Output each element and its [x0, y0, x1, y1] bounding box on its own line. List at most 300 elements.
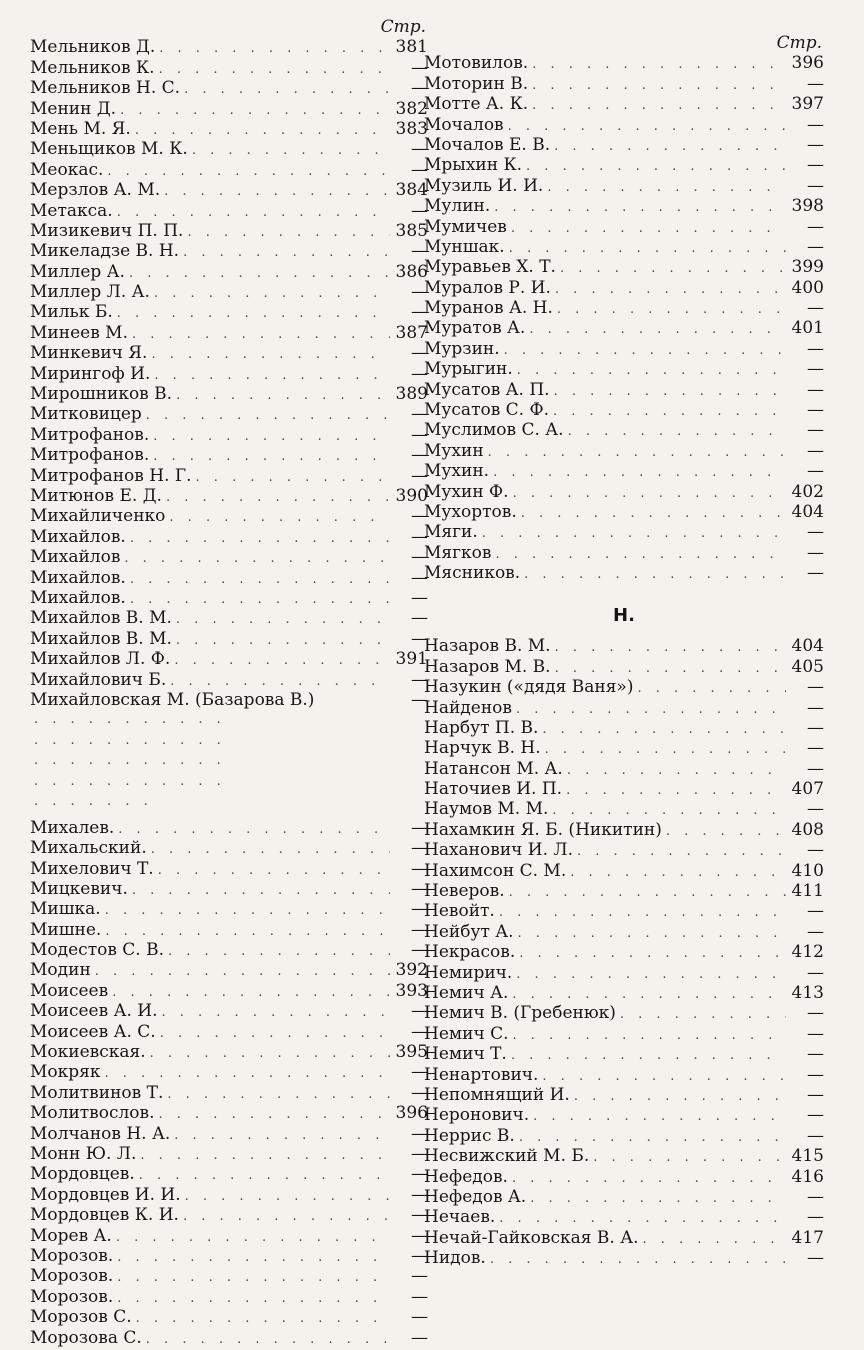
entry-page-number: 389: [395, 384, 428, 405]
entry-page-number: —: [411, 302, 428, 323]
entry-name: Митрофанов Н. Г.: [30, 465, 192, 486]
index-entry: [424, 217, 824, 237]
entry-page-number: —: [807, 114, 824, 135]
index-entry: [424, 636, 824, 656]
entry-page-number: —: [807, 155, 824, 176]
dot-leader: [95, 962, 390, 982]
entry-page-number: 416: [791, 1166, 824, 1187]
dot-leader: [116, 1228, 390, 1248]
index-entry: [30, 670, 428, 690]
dot-leader: [129, 264, 390, 284]
entry-name: Метакса.: [30, 200, 113, 221]
entry-name: Менин Д.: [30, 98, 117, 119]
entry-page-number: 404: [791, 636, 824, 657]
index-entry: [30, 262, 428, 282]
index-entry: [30, 221, 428, 241]
index-entry: [424, 1146, 824, 1166]
entry-name: Морозова С.: [30, 1327, 142, 1348]
entry-page-number: —: [807, 1064, 824, 1085]
index-entry: [424, 840, 824, 860]
dot-leader: [196, 468, 390, 488]
dot-leader: [118, 820, 390, 840]
dot-leader: [166, 488, 390, 508]
dot-leader: [526, 157, 786, 177]
dot-leader: [124, 549, 390, 569]
dot-leader: [504, 341, 786, 361]
dot-leader: [130, 570, 390, 590]
index-entry: [30, 58, 428, 78]
entry-page-number: —: [411, 689, 428, 710]
entry-page-number: 417: [791, 1227, 824, 1248]
index-entry: [424, 861, 824, 881]
index-entry: [30, 1164, 428, 1184]
entry-page-number: 384: [395, 180, 428, 201]
entry-name: Монн Ю. Л.: [30, 1143, 137, 1164]
dot-leader: [555, 659, 786, 679]
dot-leader: [120, 101, 390, 121]
index-entry: [424, 339, 824, 359]
index-entry: [424, 922, 824, 942]
index-entry: [424, 257, 824, 277]
index-entry: [30, 302, 428, 322]
entry-page-number: —: [411, 547, 428, 568]
entry-name: Нидов.: [424, 1248, 486, 1269]
entry-name: Мотовилов.: [424, 53, 529, 74]
entry-page-number: 411: [791, 881, 824, 902]
entry-page-number: —: [411, 628, 428, 649]
index-entry: [30, 1328, 428, 1348]
entry-name: Мухин.: [424, 461, 490, 482]
entry-page-number: —: [807, 1003, 824, 1024]
dot-leader: [162, 1003, 391, 1023]
entry-page-number: —: [807, 298, 824, 319]
right-entry-list-n: [424, 636, 824, 1268]
entry-page-number: —: [807, 420, 824, 441]
entry-page-number: —: [807, 236, 824, 257]
index-entry: [424, 881, 824, 901]
entry-name: Михайлов Л. Ф.: [30, 649, 171, 670]
dot-leader: [183, 1207, 390, 1227]
entry-page-number: —: [411, 506, 428, 527]
index-entry: [30, 838, 428, 858]
dot-leader: [112, 983, 390, 1003]
entry-page-number: 404: [791, 501, 824, 522]
index-entry: [424, 237, 824, 257]
entry-page-number: —: [807, 677, 824, 698]
dot-leader: [557, 300, 786, 320]
entry-page-number: —: [411, 1143, 428, 1164]
dot-leader: [176, 631, 390, 651]
dot-leader: [516, 700, 786, 720]
index-entry: [30, 629, 428, 649]
entry-name: Муранов А. Н.: [424, 298, 553, 319]
dot-leader: [160, 1024, 390, 1044]
entry-page-number: —: [411, 940, 428, 961]
entry-page-number: —: [411, 1021, 428, 1042]
entry-page-number: 400: [791, 277, 824, 298]
entry-name: Митрофанов.: [30, 424, 150, 445]
entry-page-number: —: [807, 738, 824, 759]
entry-name: Ненартович.: [424, 1064, 539, 1085]
dot-leader: [159, 39, 390, 59]
dot-leader: [666, 822, 786, 842]
entry-name: Натансон М. А.: [424, 758, 563, 779]
entry-name: Молитвослов.: [30, 1103, 155, 1124]
dot-leader: [105, 922, 390, 942]
index-entry: [30, 1246, 428, 1266]
index-entry: [30, 78, 428, 98]
entry-page-number: —: [807, 1044, 824, 1065]
index-entry: [30, 119, 428, 139]
index-entry: [30, 818, 428, 838]
dot-leader: [517, 361, 786, 381]
index-entry: [424, 1003, 824, 1023]
index-entry: [424, 380, 824, 400]
entry-page-number: —: [411, 200, 428, 221]
entry-page-number: —: [411, 1062, 428, 1083]
index-entry: [424, 983, 824, 1003]
dot-leader: [499, 1209, 786, 1229]
entry-page-number: 397: [791, 94, 824, 115]
entry-name: Наханович И. Л.: [424, 840, 574, 861]
dot-leader: [140, 1146, 390, 1166]
entry-page-number: —: [411, 1327, 428, 1348]
entry-page-number: —: [411, 1184, 428, 1205]
index-entry: [424, 718, 824, 738]
column-header-page: Стр.: [380, 17, 426, 37]
index-entry: [424, 1207, 824, 1227]
entry-name: Мицкевич.: [30, 878, 128, 899]
entry-page-number: —: [411, 1307, 428, 1328]
entry-page-number: —: [411, 424, 428, 445]
dot-leader: [192, 141, 390, 161]
dot-leader: [176, 610, 390, 630]
dot-leader: [105, 1064, 391, 1084]
index-entry: [30, 547, 428, 567]
dot-leader: [529, 320, 786, 340]
entry-page-number: 387: [395, 322, 428, 343]
entry-page-number: 408: [791, 819, 824, 840]
entry-name: Мельников Д.: [30, 37, 156, 58]
entry-page-number: —: [411, 363, 428, 384]
entry-name: Мухин: [424, 440, 484, 461]
dot-leader: [130, 590, 390, 610]
entry-name: Мягков: [424, 542, 492, 563]
index-entry: [30, 859, 428, 879]
dot-leader: [519, 944, 786, 964]
entry-page-number: 407: [791, 779, 824, 800]
entry-name: Мотте А. К.: [424, 94, 529, 115]
entry-page-number: —: [411, 567, 428, 588]
entry-name: Моисеев: [30, 980, 109, 1001]
entry-name: Мордовцев И. И.: [30, 1184, 181, 1205]
entry-page-number: 386: [395, 261, 428, 282]
entry-page-number: —: [807, 563, 824, 584]
entry-page-number: —: [411, 78, 428, 99]
entry-name: Морозов.: [30, 1245, 114, 1266]
dot-leader: [554, 382, 786, 402]
entry-page-number: —: [807, 134, 824, 155]
dot-leader: [577, 842, 786, 862]
entry-name: Михайлов.: [30, 567, 126, 588]
index-entry: [30, 981, 428, 1001]
dot-leader: [183, 243, 390, 263]
entry-name: Минеев М.: [30, 322, 128, 343]
entry-name: Наумов М. М.: [424, 799, 549, 820]
entry-name: Нарбут П. В.: [424, 717, 539, 738]
entry-page-number: —: [807, 697, 824, 718]
entry-page-number: —: [807, 901, 824, 922]
dot-leader: [508, 117, 786, 137]
dot-leader: [530, 1189, 786, 1209]
entry-page-number: 392: [395, 960, 428, 981]
dot-leader: [150, 1044, 390, 1064]
index-entry: [424, 1065, 824, 1085]
index-entry: [30, 180, 428, 200]
entry-name: Морозов.: [30, 1286, 114, 1307]
entry-name: Мумичев: [424, 216, 507, 237]
dot-leader: [637, 679, 786, 699]
entry-name: Нефедов А.: [424, 1186, 527, 1207]
dot-leader: [174, 1126, 390, 1146]
index-entry: [424, 359, 824, 379]
entry-name: Нефедов.: [424, 1166, 508, 1187]
left-entry-list: [30, 37, 428, 1348]
dot-leader: [509, 239, 786, 259]
index-entry: [424, 400, 824, 420]
entry-name: Модестов С. В.: [30, 940, 165, 961]
index-entry: [424, 738, 824, 758]
entry-page-number: 405: [791, 656, 824, 677]
index-entry: [424, 543, 824, 563]
entry-page-number: —: [807, 1207, 824, 1228]
entry-name: Муравьев Х. Т.: [424, 257, 556, 278]
entry-page-number: —: [411, 1082, 428, 1103]
right-column: [424, 33, 824, 1268]
entry-name: Невойт.: [424, 901, 495, 922]
index-entry: [424, 155, 824, 175]
index-entry: [424, 482, 824, 502]
index-entry: [30, 241, 428, 261]
entry-name: Мусатов С. Ф.: [424, 400, 550, 421]
entry-page-number: —: [807, 216, 824, 237]
entry-page-number: —: [807, 379, 824, 400]
index-entry: [30, 37, 428, 57]
entry-name: Михайлов В. М.: [30, 628, 172, 649]
index-entry: [30, 466, 428, 486]
dot-leader: [117, 1248, 390, 1268]
dot-leader: [509, 883, 786, 903]
index-entry: [424, 94, 824, 114]
index-entry: [30, 1205, 428, 1225]
right-entry-list-m: [424, 53, 824, 583]
entry-page-number: —: [807, 1186, 824, 1207]
dot-leader: [566, 781, 786, 801]
dot-leader: [117, 304, 390, 324]
dot-leader: [513, 1026, 787, 1046]
index-entry: [424, 318, 824, 338]
entry-page-number: —: [807, 400, 824, 421]
dot-leader: [168, 942, 390, 962]
entry-page-number: —: [807, 73, 824, 94]
index-entry: [30, 608, 428, 628]
dot-leader: [495, 545, 786, 565]
index-entry: [30, 527, 428, 547]
entry-name: Неррис В.: [424, 1125, 515, 1146]
index-entry: [30, 1226, 428, 1246]
index-entry: [30, 139, 428, 159]
dot-leader: [167, 1085, 390, 1105]
entry-name: Назаров В. М.: [424, 636, 551, 657]
dot-leader: [174, 651, 390, 671]
dot-leader: [524, 565, 786, 585]
entry-page-number: 396: [395, 1103, 428, 1124]
entry-name: Минкевич Я.: [30, 343, 148, 364]
index-entry: [424, 502, 824, 522]
dot-leader: [560, 259, 786, 279]
entry-page-number: —: [411, 1245, 428, 1266]
entry-page-number: —: [411, 669, 428, 690]
dot-leader: [146, 406, 390, 426]
entry-name: Мяги.: [424, 522, 478, 543]
dot-leader: [511, 219, 786, 239]
entry-name: Назукин («дядя Ваня»): [424, 677, 634, 698]
entry-name: Мурыгин.: [424, 359, 513, 380]
index-entry: [30, 1001, 428, 1021]
index-entry: [30, 486, 428, 506]
dot-leader: [135, 121, 390, 141]
entry-name: Немич Т.: [424, 1044, 507, 1065]
index-entry: [30, 1124, 428, 1144]
dot-leader: [159, 1105, 390, 1125]
index-entry: [424, 799, 824, 819]
entry-page-number: —: [411, 1123, 428, 1144]
dot-leader: [570, 863, 786, 883]
entry-page-number: —: [807, 921, 824, 942]
index-entry: [424, 441, 824, 461]
entry-page-number: —: [411, 587, 428, 608]
entry-name: Михайлов: [30, 547, 121, 568]
entry-page-number: 415: [791, 1146, 824, 1167]
entry-name: Моторин В.: [424, 73, 529, 94]
index-entry: [424, 1187, 824, 1207]
entry-page-number: —: [807, 338, 824, 359]
entry-name: Мокиевская.: [30, 1042, 146, 1063]
entry-page-number: —: [411, 838, 428, 859]
dot-leader: [151, 840, 390, 860]
dot-leader: [521, 504, 786, 524]
dot-leader: [518, 924, 786, 944]
index-entry: [424, 115, 824, 135]
entry-name: Некрасов.: [424, 942, 516, 963]
index-entry: [30, 160, 428, 180]
entry-page-number: —: [807, 1023, 824, 1044]
entry-name: Немич А.: [424, 982, 509, 1003]
entry-name: Мордовцев.: [30, 1164, 135, 1185]
index-entry: [424, 196, 824, 216]
index-entry: [424, 779, 824, 799]
dot-leader: [555, 280, 786, 300]
entry-page-number: —: [411, 343, 428, 364]
entry-name: Меокас.: [30, 159, 104, 180]
entry-name: Нечай-Гайковская В. А.: [424, 1227, 639, 1248]
entry-page-number: —: [807, 1125, 824, 1146]
entry-page-number: —: [411, 139, 428, 160]
entry-name: Мухортов.: [424, 501, 517, 522]
dot-leader: [139, 1166, 390, 1186]
entry-page-number: 401: [791, 318, 824, 339]
entry-name: Михайлов В. М.: [30, 608, 172, 629]
dot-leader: [187, 223, 390, 243]
entry-name: Михайлов.: [30, 587, 126, 608]
dot-leader: [117, 1289, 390, 1309]
entry-name: Митюнов Е. Д.: [30, 485, 162, 506]
index-entry: [30, 568, 428, 588]
column-header-page: Стр.: [776, 33, 822, 53]
entry-page-number: —: [411, 1286, 428, 1307]
entry-name: Мордовцев К. И.: [30, 1205, 179, 1226]
dot-leader: [574, 1087, 786, 1107]
entry-name: Моисеев А. С.: [30, 1021, 156, 1042]
dot-leader: [170, 672, 390, 692]
index-entry: [424, 135, 824, 155]
dot-leader: [132, 325, 390, 345]
entry-page-number: —: [411, 57, 428, 78]
entry-page-number: 393: [395, 980, 428, 1001]
index-entry: [424, 1105, 824, 1125]
entry-name: Михайличенко: [30, 506, 166, 527]
entry-page-number: 413: [791, 982, 824, 1003]
entry-page-number: —: [807, 542, 824, 563]
index-entry: [424, 278, 824, 298]
index-entry: [30, 1022, 428, 1042]
dot-leader: [490, 1250, 786, 1270]
index-entry: [30, 690, 428, 818]
index-entry: [30, 588, 428, 608]
entry-name: Мень М. Я.: [30, 118, 131, 139]
entry-name: Михальский.: [30, 838, 147, 859]
dot-leader: [107, 162, 390, 182]
entry-name: Мухин Ф.: [424, 481, 509, 502]
dot-leader: [169, 508, 390, 528]
entry-page-number: —: [411, 404, 428, 425]
dot-leader: [516, 965, 786, 985]
entry-name: Микеладзе В. Н.: [30, 241, 180, 262]
index-entry: [30, 404, 428, 424]
entry-name: Мишка.: [30, 899, 101, 920]
entry-page-number: —: [411, 241, 428, 262]
dot-leader: [554, 137, 786, 157]
dot-leader: [513, 484, 786, 504]
dot-leader: [512, 985, 786, 1005]
entry-name: Муншак.: [424, 236, 505, 257]
entry-name: Найденов: [424, 697, 512, 718]
dot-leader: [532, 76, 786, 96]
entry-page-number: —: [807, 1084, 824, 1105]
entry-page-number: —: [411, 1164, 428, 1185]
entry-name: Непомнящий И.: [424, 1084, 570, 1105]
index-entry: [30, 649, 428, 669]
entry-page-number: —: [807, 175, 824, 196]
entry-page-number: —: [807, 840, 824, 861]
entry-page-number: 398: [791, 196, 824, 217]
entry-page-number: —: [411, 1001, 428, 1022]
index-entry: [424, 698, 824, 718]
dot-leader: [532, 55, 786, 75]
index-entry: [424, 1085, 824, 1105]
dot-leader: [511, 1046, 786, 1066]
dot-leader: [159, 60, 390, 80]
